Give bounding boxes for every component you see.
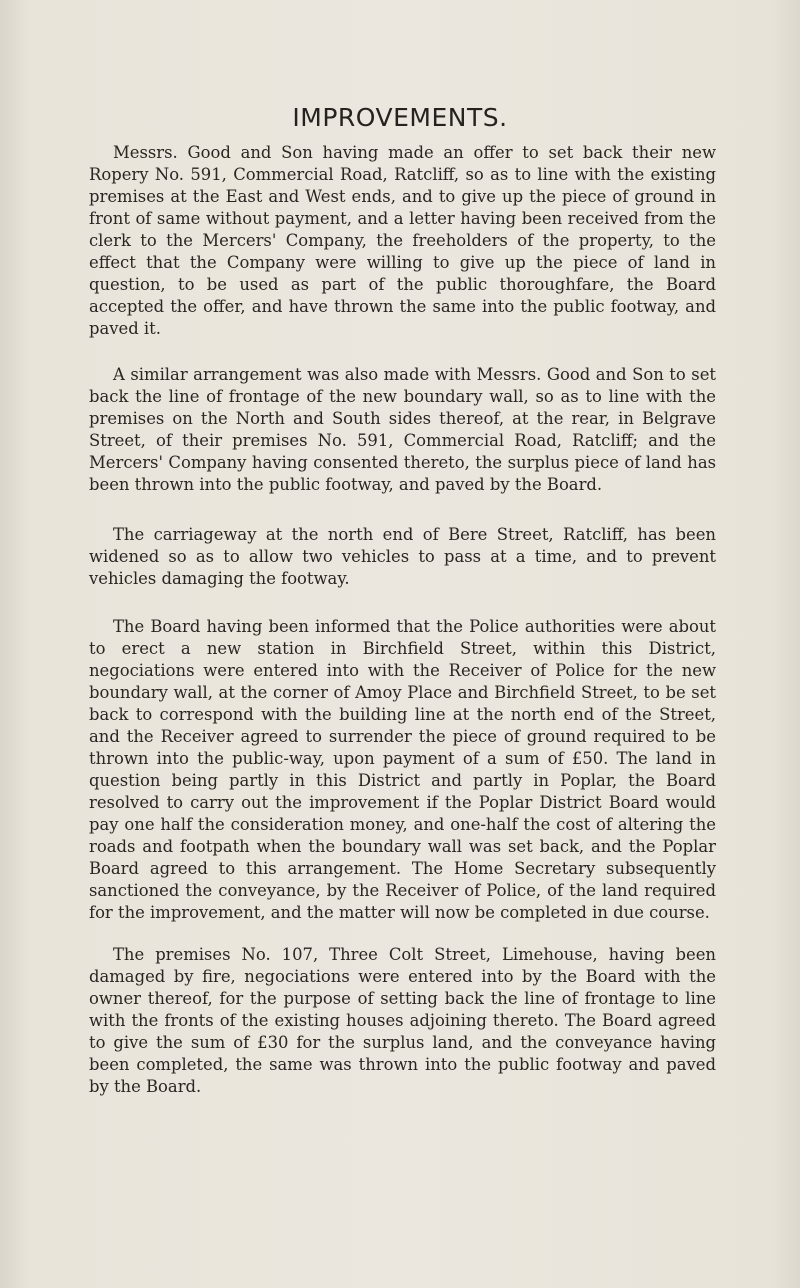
paragraph-police-station: The Board having been informed that the Police authorities were about to erect a new station in Birchfield Street, within this District, negociations were entered into with the Receiver of Police for the new boundary wall, at the corner of Amoy Place and Birchfield Street, to be set back to correspond with the building line at the north end of the Street, and the Receiver agreed to surrender the piece of ground required to be thrown into the public-way, upon payment of a sum of £50. The land in question being partly in this District and partly in Poplar, the Board resolved to carry out the improvement if the Poplar District Board would pay one half the consideration money, and one-half the cost of altering the roads and footpath when the boundary wall was set back, and the Poplar Board agreed to this arrangement. The Home Secretary subsequently sanctioned the conveyance, by the Receiver of Police, of the land required for the improvement, and the matter will now be completed in due course. xyxy=(89,617,716,922)
body-text xyxy=(89,142,716,1098)
page-title: IMPROVEMENTS. xyxy=(292,102,508,132)
paragraph-ropery: Messrs. Good and Son having made an offer to set back their new Ropery No. 591, Commercial Road, Ratcliff, so as to line with the existing premises at the East and West ends, and to give up the piece of ground in front of same without payment, and a letter having been received from the clerk to the Mercers' Company, the freeholders of the property, to the effect that the Company were willing to give up the piece of land in question, to be used as part of the public thoroughfare, the Board accepted the offer, and have thrown the same into the public footway, and paved it. xyxy=(89,143,716,338)
paragraph-bere-street: The carriageway at the north end of Bere Street, Ratcliff, has been widened so as to allow two vehicles to pass at a time, and to prevent vehicles damaging the footway. xyxy=(89,525,716,588)
paragraph-boundary-wall: A similar arrangement was also made with Messrs. Good and Son to set back the line of frontage of the new boundary wall, so as to line with the premises on the North and South sides thereof, at the rear, in Belgrave Street, of their premises No. 591, Commercial Road, Ratcliff; and the Mercers' Company having consented thereto, the surplus piece of land has been thrown into the public footway, and paved by the Board. xyxy=(89,365,716,494)
paragraph-three-colt-street: The premises No. 107, Three Colt Street, Limehouse, having been damaged by fire, negociations were entered into by the Board with the owner thereof, for the purpose of setting back the line of frontage to line with the fronts of the existing houses adjoining thereto. The Board agreed to give the sum of £30 for the surplus land, and the conveyance having been completed, the same was thrown into the public footway and paved by the Board. xyxy=(89,945,716,1096)
